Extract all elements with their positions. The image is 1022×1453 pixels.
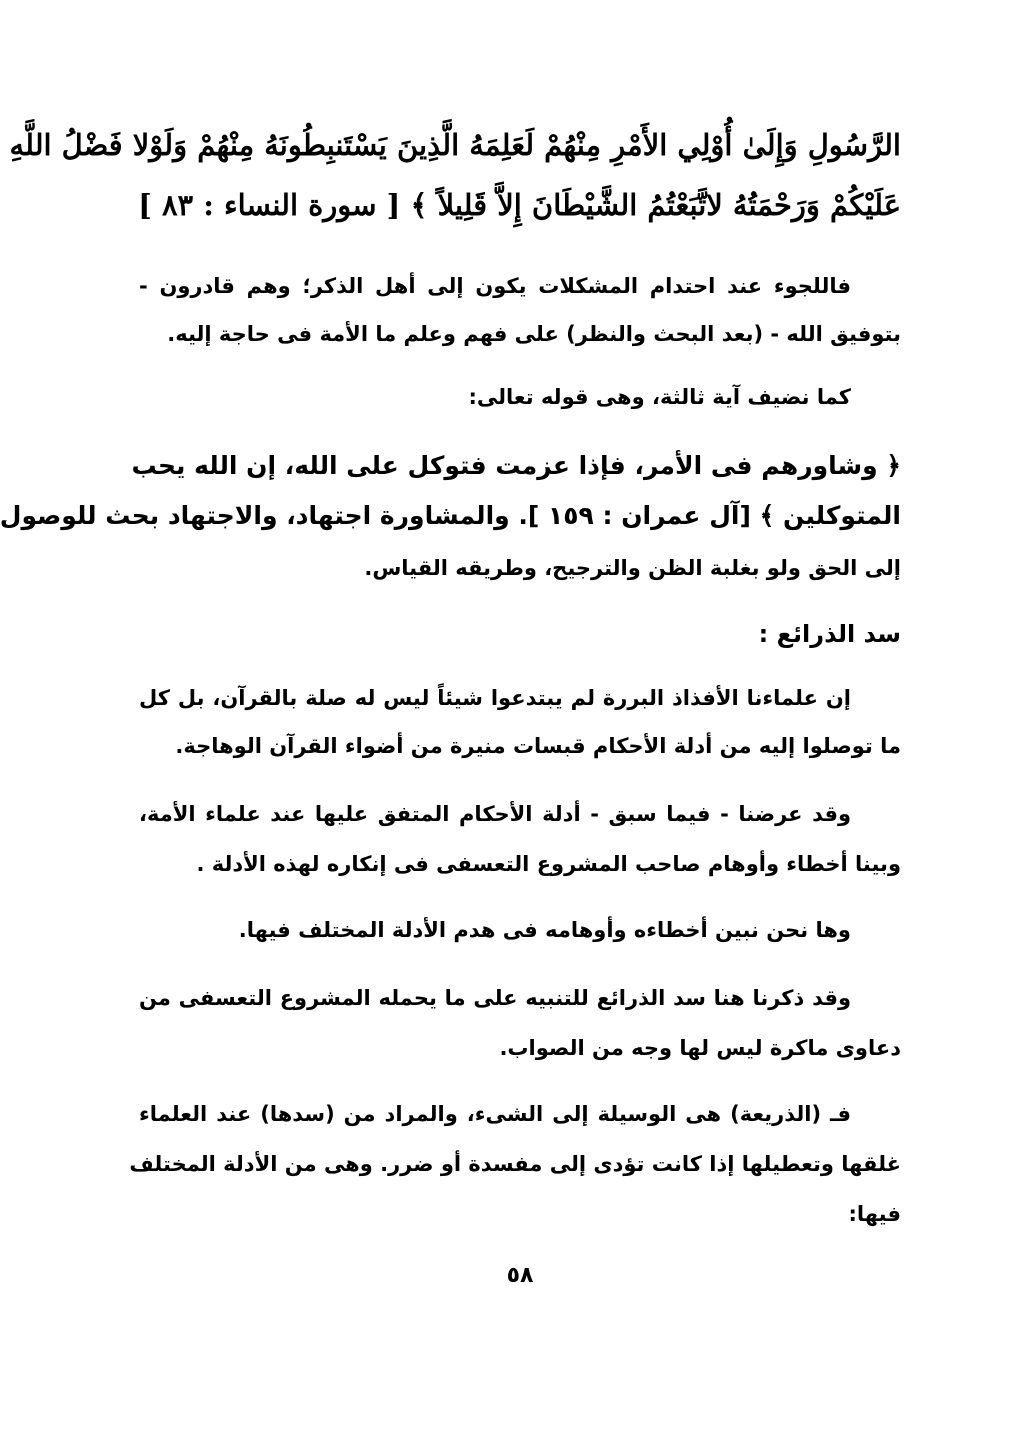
- paragraph-3-line-2: ما توصلوا إليه من أدلة الأحكام قبسات منيرة من أضواء القرآن الوهاجة.: [175, 734, 901, 758]
- quran-verse-2-line-3: إلى الحق ولو بغلبة الظن والترجيح، وطريقه القياس.: [364, 556, 901, 580]
- paragraph-6-line-1: وقد ذكرنا هنا سد الذرائع للتنبيه على ما يحمله المشروع التعسفى من: [139, 986, 851, 1010]
- paragraph-6-line-2: دعاوى ماكرة ليس لها وجه من الصواب.: [499, 1036, 901, 1060]
- page-number: ٥٨: [506, 1263, 534, 1288]
- paragraph-2-line-1: كما نضيف آية ثالثة، وهى قوله تعالى:: [468, 385, 851, 409]
- paragraph-4-line-1: وقد عرضنا - فيما سبق - أدلة الأحكام المتفق عليها عند علماء الأمة،: [139, 802, 851, 826]
- quran-verse-line-2: عَلَيْكُمْ وَرَحْمَتُهُ لاتَّبَعْتُمُ الشَّيْطَانَ إِلاَّ قَلِيلاً ﴾ [ سورة النساء : ٨٣ ]: [138, 188, 901, 222]
- quran-verse-line-1: الرَّسُولِ وَإِلَىٰ أُوْلِي الأَمْرِ مِنْهُمْ لَعَلِمَهُ الَّذِينَ يَسْتَنبِطُونَهُ مِنْهُمْ وَلَوْلا فَضْلُ اللَّهِ: [9, 128, 901, 162]
- paragraph-7-line-3: فيها:: [848, 1202, 901, 1226]
- paragraph-1-line-2: بتوفيق الله - (بعد البحث والنظر) على فهم وعلم ما الأمة فى حاجة إليه.: [167, 322, 901, 346]
- quran-verse-2-line-1: ﴿ وشاورهم فى الأمر، فإذا عزمت فتوكل على الله، إن الله يحب: [131, 451, 901, 480]
- paragraph-7-line-1: فـ (الذريعة) هى الوسيلة إلى الشىء، والمراد من (سدها) عند العلماء: [139, 1102, 851, 1126]
- paragraph-7-line-2: غلقها وتعطيلها إذا كانت تؤدى إلى مفسدة أو ضرر. وهى من الأدلة المختلف: [129, 1152, 901, 1176]
- paragraph-4-line-2: وبينا أخطاء وأوهام صاحب المشروع التعسفى فى إنكاره لهذه الأدلة .: [196, 852, 901, 876]
- paragraph-3-line-1: إن علماءنا الأفذاذ البررة لم يبتدعوا شيئاً ليس له صلة بالقرآن، بل كل: [139, 686, 851, 710]
- quran-verse-2-line-2: المتوكلين ﴾ [آل عمران : ١٥٩ ]. والمشاورة اجتهاد، والاجتهاد بحث للوصول: [0, 501, 901, 530]
- paragraph-5-line-1: وها نحن نبين أخطاءه وأوهامه فى هدم الأدلة المختلف فيها.: [238, 918, 851, 942]
- section-heading: سد الذرائع :: [758, 620, 901, 648]
- paragraph-1-line-1: فاللجوء عند احتدام المشكلات يكون إلى أهل الذكر؛ وهم قادرون -: [139, 274, 851, 298]
